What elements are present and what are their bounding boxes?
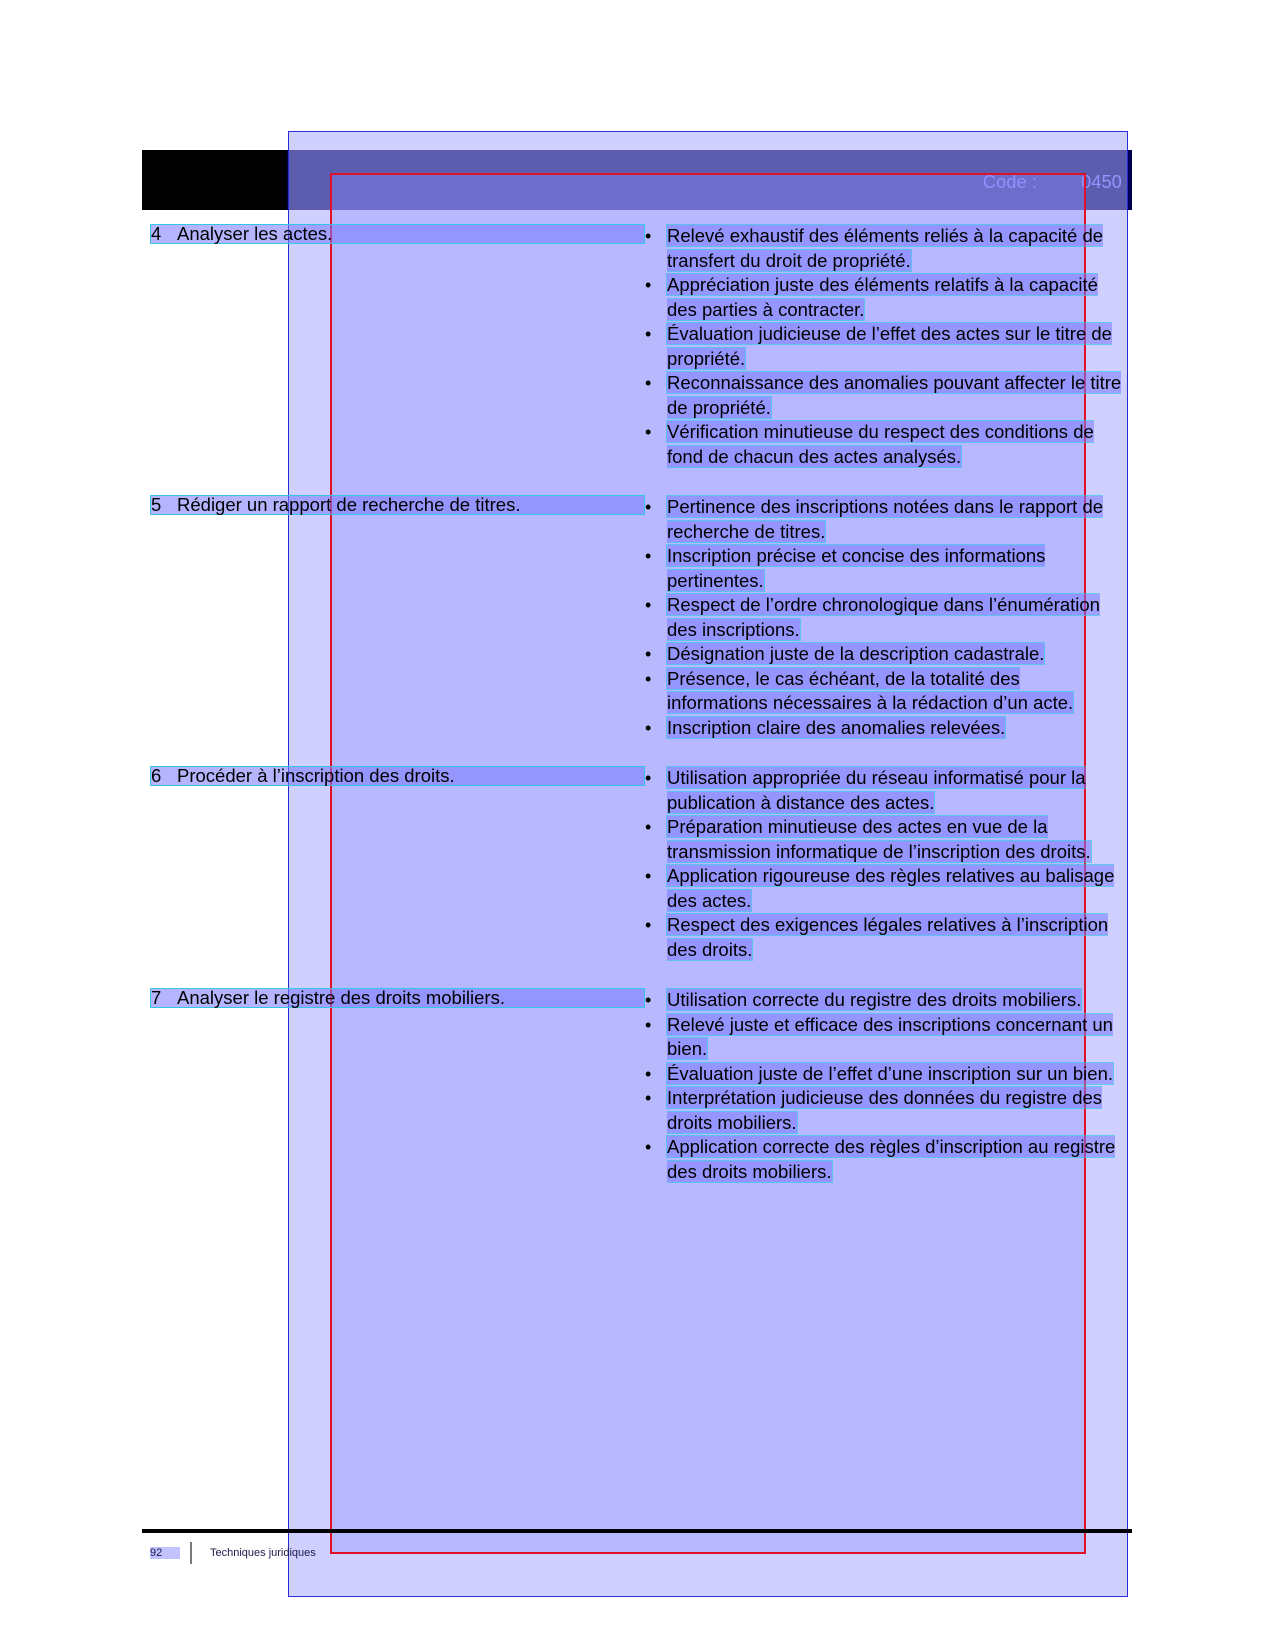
section-number: 5 — [151, 494, 162, 515]
criterion-item — [645, 1135, 1125, 1184]
section-title — [150, 766, 645, 786]
section-number: 6 — [151, 765, 162, 786]
criterion-item — [645, 495, 1125, 544]
criterion-text: Relevé juste et efficace des inscriptions concernant un bien. — [667, 1013, 1113, 1059]
criterion-text: Respect des exigences légales relatives à l’inscription des droits. — [667, 914, 1109, 960]
criterion-text: Présence, le cas échéant, de la totalité des informations nécessaires à la rédaction d’un acte. — [667, 667, 1074, 713]
criterion-text: Vérification minutieuse du respect des conditions de fond de chacun des actes analysés. — [667, 421, 1094, 467]
criterion-text: Relevé exhaustif des éléments reliés à la capacité de transfert du droit de propriété. — [667, 225, 1104, 271]
section-4 — [150, 224, 1125, 469]
criterion-text: Utilisation correcte du registre des droits mobiliers. — [667, 989, 1082, 1010]
criterion-text: Préparation minutieuse des actes en vue de la transmission informatique de l’inscription des droits. — [667, 816, 1091, 862]
criterion-text: Évaluation judicieuse de l’effet des actes sur le titre de propriété. — [667, 323, 1112, 369]
footer-rule — [142, 1529, 1132, 1533]
criterion-item — [645, 667, 1125, 716]
criterion-text: Désignation juste de la description cadastrale. — [667, 643, 1045, 664]
criterion-text: Reconnaissance des anomalies pouvant affecter le titre de propriété. — [667, 372, 1122, 418]
criteria-list — [645, 766, 1125, 962]
criterion-item — [645, 273, 1125, 322]
criterion-text: Application rigoureuse des règles relatives au balisage des actes. — [667, 865, 1115, 911]
criterion-item — [645, 1013, 1125, 1062]
section-title-text: Analyser les actes. — [177, 223, 333, 244]
section-title — [150, 495, 645, 515]
criterion-text: Interprétation judicieuse des données du registre des droits mobiliers. — [667, 1087, 1103, 1133]
page-number: 92 — [150, 1547, 180, 1559]
criterion-item — [645, 420, 1125, 469]
criterion-item — [645, 322, 1125, 371]
criterion-item — [645, 716, 1125, 741]
page-footer — [150, 1542, 316, 1564]
criterion-item — [645, 1086, 1125, 1135]
criterion-item — [645, 1062, 1125, 1087]
criterion-item — [645, 371, 1125, 420]
criterion-item — [645, 593, 1125, 642]
criterion-item — [645, 544, 1125, 593]
section-title-text: Analyser le registre des droits mobiliers. — [177, 987, 505, 1008]
competency-table — [150, 224, 1125, 1210]
criterion-item — [645, 815, 1125, 864]
section-number: 4 — [151, 223, 162, 244]
section-title — [150, 224, 645, 244]
criterion-text: Respect de l’ordre chronologique dans l’énumération des inscriptions. — [667, 594, 1100, 640]
criterion-item — [645, 642, 1125, 667]
section-title — [150, 988, 645, 1008]
program-name: Techniques juridiques — [210, 1546, 316, 1559]
section-5 — [150, 495, 1125, 740]
criteria-list — [645, 495, 1125, 740]
criterion-text: Pertinence des inscriptions notées dans le rapport de recherche de titres. — [667, 496, 1104, 542]
criterion-item — [645, 766, 1125, 815]
section-7 — [150, 988, 1125, 1184]
criterion-item — [645, 224, 1125, 273]
criteria-list — [645, 988, 1125, 1184]
criteria-list — [645, 224, 1125, 469]
criterion-text: Utilisation appropriée du réseau informatisé pour la publication à distance des actes. — [667, 767, 1086, 813]
criterion-item — [645, 988, 1125, 1013]
criterion-text: Application correcte des règles d’inscription au registre des droits mobiliers. — [667, 1136, 1116, 1182]
criterion-item — [645, 913, 1125, 962]
criterion-text: Inscription précise et concise des informations pertinentes. — [667, 545, 1046, 591]
section-title-text: Rédiger un rapport de recherche de titres. — [177, 494, 521, 515]
criterion-text: Inscription claire des anomalies relevées. — [667, 716, 1006, 738]
criterion-text: Appréciation juste des éléments relatifs à la capacité des parties à contracter. — [667, 274, 1098, 320]
footer-separator — [190, 1542, 192, 1564]
section-title-text: Procéder à l’inscription des droits. — [177, 765, 455, 786]
section-6 — [150, 766, 1125, 962]
section-number: 7 — [151, 987, 162, 1008]
criterion-item — [645, 864, 1125, 913]
criterion-text: Évaluation juste de l’effet d’une inscription sur un bien. — [667, 1062, 1113, 1084]
